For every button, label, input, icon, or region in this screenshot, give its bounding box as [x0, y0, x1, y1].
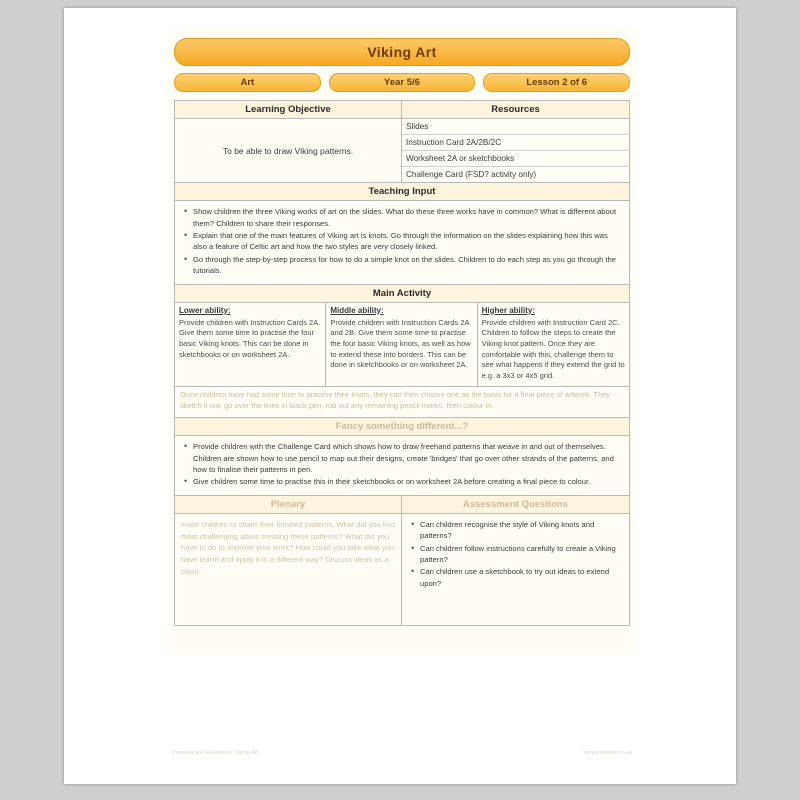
assessment-question: • Can children follow instructions carefully to create a Viking pattern?	[420, 543, 623, 566]
plenary-assessment-header-row	[175, 496, 629, 514]
pill-lesson-number	[483, 73, 630, 92]
teaching-input-bullet: • Explain that one of the main features of Viking art is knots. Go through the information on the slides explaining how this was also a feature of Celtic art and how the two styles are very closely linked.	[193, 230, 623, 253]
header-teaching-input: Teaching Input	[175, 183, 629, 201]
pill-year-group	[329, 73, 476, 92]
header-assessment-questions: Assessment Questions	[402, 496, 629, 514]
ability-lower-text: Provide children with Instruction Cards 2A. Give them some time to practise the four basic Viking knots. This can be done in sketchbooks or on worksheet 2A.	[179, 317, 321, 359]
assessment-questions-list	[402, 514, 629, 626]
resource-item: Slides	[402, 119, 629, 135]
pill-subject	[174, 73, 321, 92]
resource-item: Instruction Card 2A/2B/2C	[402, 135, 629, 151]
plenary-text: Invite children to share their finished patterns. What did you find most challenging about creating these patterns? What did you have to do to improve your work? How could you take what you have learnt and apply it in a different way? Discuss ideas as a class.	[175, 514, 402, 626]
ability-columns	[175, 303, 629, 388]
pill-lesson-number-label: Lesson 2 of 6	[526, 77, 588, 88]
footer-left-text: Planning and Resources: Viking Art	[172, 750, 259, 756]
learning-objective-text: To be able to draw Viking patterns.	[175, 119, 402, 183]
teaching-input-section	[175, 201, 629, 284]
ability-higher-title: Higher ability:	[481, 305, 535, 315]
ability-higher-text: Provide children with Instruction Card 2C. Children to follow the steps to create the Viking knot pattern. Once they are comfortable with this, challenge them to see what happens if they extend the grid to e.g. a 3x3 or 4x5 grid.	[481, 317, 625, 380]
assessment-question: • Can children use a sketchbook to try out ideas to extend upon?	[420, 566, 623, 589]
document-page	[64, 8, 736, 784]
ability-middle-text: Provide children with Instruction Cards 2A and 2B. Give them some time to practise the four basic Viking knots, as well as how to extend these into borders. This can be done in sketchbooks or on worksheet 2A.	[330, 317, 471, 370]
resources-list	[402, 119, 629, 183]
ability-lower	[175, 303, 326, 387]
page-footer	[168, 750, 636, 756]
document-title-banner	[174, 38, 630, 66]
plenary-assessment-body-row	[175, 514, 629, 626]
lesson-plan-sheet	[168, 30, 636, 655]
pill-year-group-label: Year 5/6	[384, 77, 420, 88]
header-resources: Resources	[402, 101, 629, 119]
header-plenary: Plenary	[175, 496, 402, 514]
fancy-something-different-section	[175, 436, 629, 496]
teaching-input-bullet: • Go through the step-by-step process for how to do a simple knot on the slides. Children to do each step as you go through the tutorials.	[193, 254, 623, 277]
table-header-row	[175, 101, 629, 119]
assessment-question: • Can children recognise the style of Viking knots and patterns?	[420, 519, 623, 542]
ability-middle	[326, 303, 477, 387]
header-main-activity: Main Activity	[175, 285, 629, 303]
main-activity-note: Once children have had some time to practise their knots, they can then choose one as the basis for a final piece of artwork. They sketch it out, go over the lines in black pen, rub out any remaining pencil marks, then colour in.	[175, 387, 629, 418]
fancy-bullet: • Give children some time to practise this in their sketchbooks or on worksheet 2A before creating a final piece to colour.	[193, 476, 623, 487]
resource-item: Challenge Card (FSD? activity only)	[406, 170, 537, 180]
header-fancy-something-different: Fancy something different...?	[175, 418, 629, 436]
ability-higher	[478, 303, 629, 387]
ability-middle-title: Middle ability:	[330, 305, 384, 315]
header-learning-objective: Learning Objective	[175, 101, 402, 119]
fancy-bullet: • Provide children with the Challenge Card which shows how to draw freehand patterns that weave in and out of themselves. Children are shown how to use pencil to map out their designs, create 'bridges' that go over other strands of the patterns, and how to finalise their patterns in pen.	[193, 441, 623, 475]
pill-subject-label: Art	[240, 77, 255, 88]
teaching-input-bullet: • Show children the three Viking works of art on the slides. What do these three works have in common? What is different about them? Children to share their responses.	[193, 206, 623, 229]
lesson-plan-table	[174, 100, 630, 626]
footer-right-text: www.example.co.uk	[583, 750, 632, 756]
ability-lower-title: Lower ability:	[179, 305, 231, 315]
page-title: Viking Art	[367, 44, 437, 60]
objective-resources-row	[175, 119, 629, 183]
resource-item: Worksheet 2A or sketchbooks	[402, 151, 629, 167]
meta-pill-row	[174, 73, 630, 92]
